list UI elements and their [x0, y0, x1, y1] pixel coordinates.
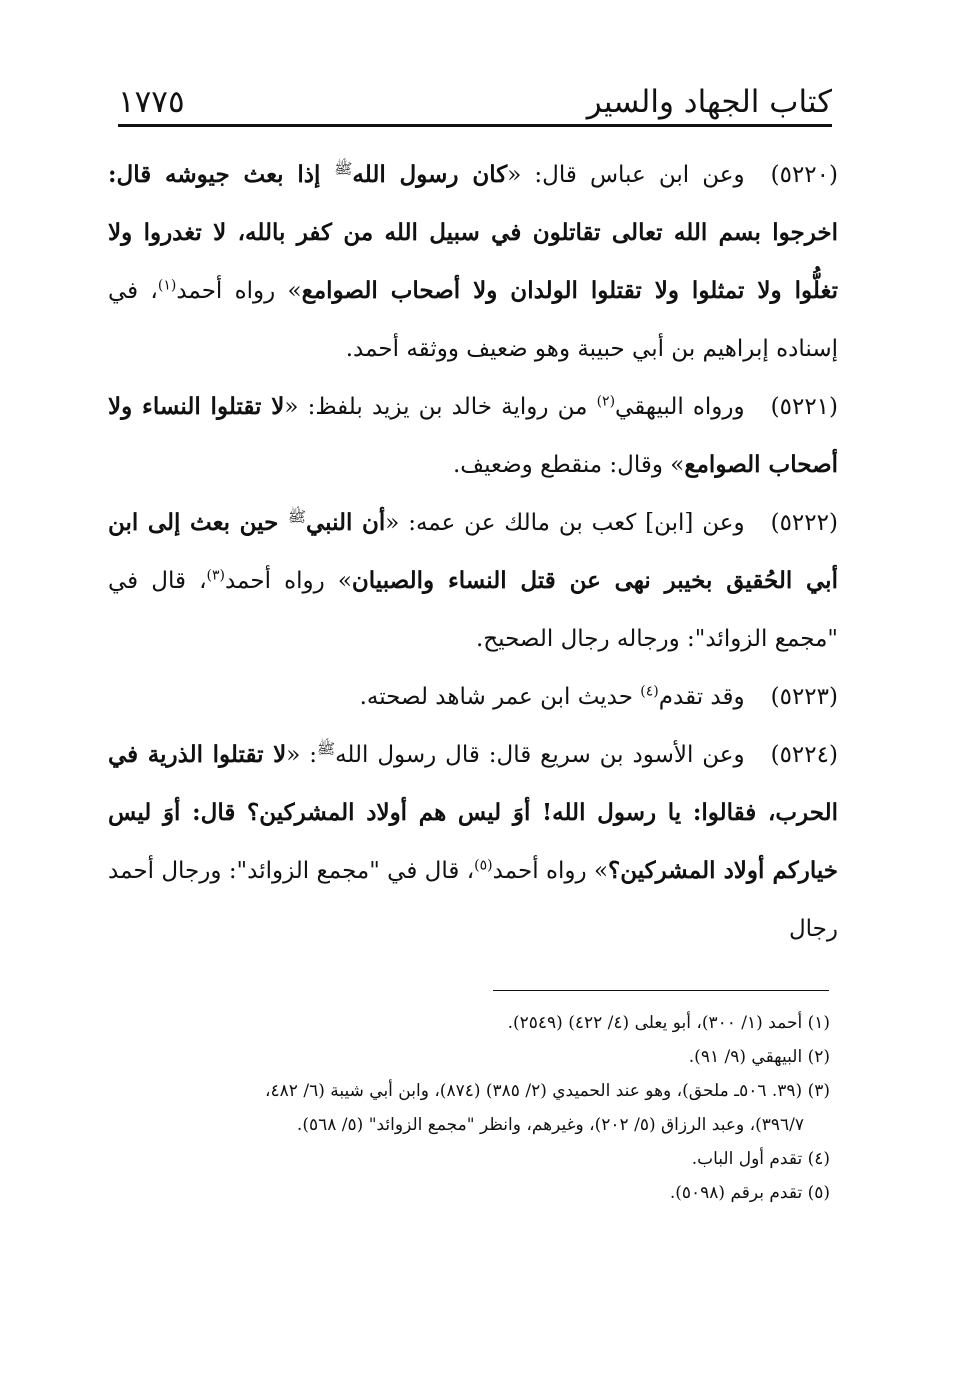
text-segment: ورواه البيهقي	[615, 394, 745, 420]
text-segment: وقد تقدم	[658, 684, 745, 710]
text-segment: وعن الأسود بن سريع قال: قال رسول الله	[335, 742, 745, 768]
footnote-3-continued: ٣٩٦/٧)، وعبد الرزاق (٥/ ٢٠٢)، وغيرهم، وانظر "مجمع الزوائد" (٥/ ٥٦٨).	[296, 1115, 804, 1135]
footnote-ref: (٥)	[474, 857, 493, 874]
footnote-ref: (١)	[157, 277, 177, 294]
page-number: ١٧٧٥	[118, 84, 185, 120]
hadith-5224	[108, 726, 838, 958]
book-title: كتاب الجهاد والسير	[586, 84, 832, 120]
text-segment: » رواه أحمد	[176, 278, 302, 304]
footnote-ref: (٤)	[640, 683, 659, 700]
hadith-quote: أن النبي	[305, 509, 386, 536]
text-segment: ، في إسناده إبراهيم بن أبي حبيبة وهو ضعيف ووثقه أحمد.	[108, 278, 838, 362]
hadith-5222	[108, 494, 838, 668]
text-segment: ، قال في "مجمع الزوائد": ورجاله رجال الصحيح.	[108, 568, 838, 652]
main-text	[108, 146, 838, 958]
salutation-glyph: ﷺ	[287, 507, 306, 526]
text-segment: : «	[286, 742, 317, 768]
hadith-number: (٥٢٢٢)	[770, 510, 838, 536]
text-segment: ، قال في "مجمع الزوائد": ورجال أحمد رجال	[108, 858, 838, 942]
hadith-5223	[108, 668, 838, 726]
hadith-number: (٥٢٢٤)	[770, 742, 838, 768]
hadith-number: (٥٢٢٣)	[770, 684, 838, 710]
hadith-5220	[108, 146, 838, 378]
text-segment: وعن ابن عباس قال: «	[507, 162, 745, 188]
footnote-4: (٤) تقدم أول الباب.	[691, 1149, 830, 1169]
footnote-ref: (٢)	[596, 393, 616, 410]
salutation-glyph: ﷺ	[334, 159, 353, 178]
hadith-quote: لا تقتلوا الذرية في الحرب، فقالوا: يا رسول الله! أوَ ليس هم أولاد المشركين؟ قال: أوَ ليس خياركم أولاد المشركين؟	[108, 741, 838, 884]
hadith-number: (٥٢٢٠)	[770, 162, 838, 188]
text-segment: » رواه أحمد	[224, 568, 352, 594]
salutation-glyph: ﷺ	[316, 739, 336, 758]
page-header	[118, 78, 832, 127]
text-segment: » وقال: منقطع وضعيف.	[453, 452, 685, 478]
hadith-quote: إذا بعث جيوشه قال: اخرجوا بسم الله تعالى تقاتلون في سبيل الله من كفر بالله، لا تغدروا ولا تغلُّوا ولا تمثلوا ولا تقتلوا الولدان ولا أصحاب الصوامع	[108, 161, 838, 304]
hadith-quote: لا تقتلوا النساء ولا أصحاب الصوامع	[108, 393, 838, 478]
footnote-1: (١) أحمد (١/ ٣٠٠)، أبو يعلى (٤/ ٤٢٢) (٢٥٤٩).	[507, 1013, 830, 1033]
hadith-5221	[108, 378, 838, 494]
footnote-separator	[493, 990, 829, 991]
hadith-number: (٥٢٢١)	[770, 394, 839, 420]
text-segment: وعن [ابن] كعب بن مالك عن عمه: «	[385, 510, 745, 536]
text-segment: » رواه أحمد	[492, 858, 609, 884]
footnotes	[108, 1006, 830, 1210]
text-segment: حديث ابن عمر شاهد لصحته.	[359, 684, 641, 710]
hadith-quote: حين بعث إلى ابن أبي الحُقيق بخيبر نهى عن قتل النساء والصبيان	[108, 509, 838, 594]
footnote-2: (٢) البيهقي (٩/ ٩١).	[688, 1047, 830, 1067]
footnote-5: (٥) تقدم برقم (٥٠٩٨).	[669, 1183, 830, 1203]
text-segment: من رواية خالد بن يزيد بلفظ: «	[284, 394, 597, 420]
hadith-quote: كان رسول الله	[352, 161, 508, 188]
footnote-3: (٣) (٣٩. ٥٠٦ـ ملحق)، وهو عند الحميدي (٢/ ٣٨٥) (٨٧٤)، وابن أبي شيبة (٦/ ٤٨٢،	[265, 1081, 830, 1101]
footnote-ref: (٣)	[206, 567, 225, 584]
